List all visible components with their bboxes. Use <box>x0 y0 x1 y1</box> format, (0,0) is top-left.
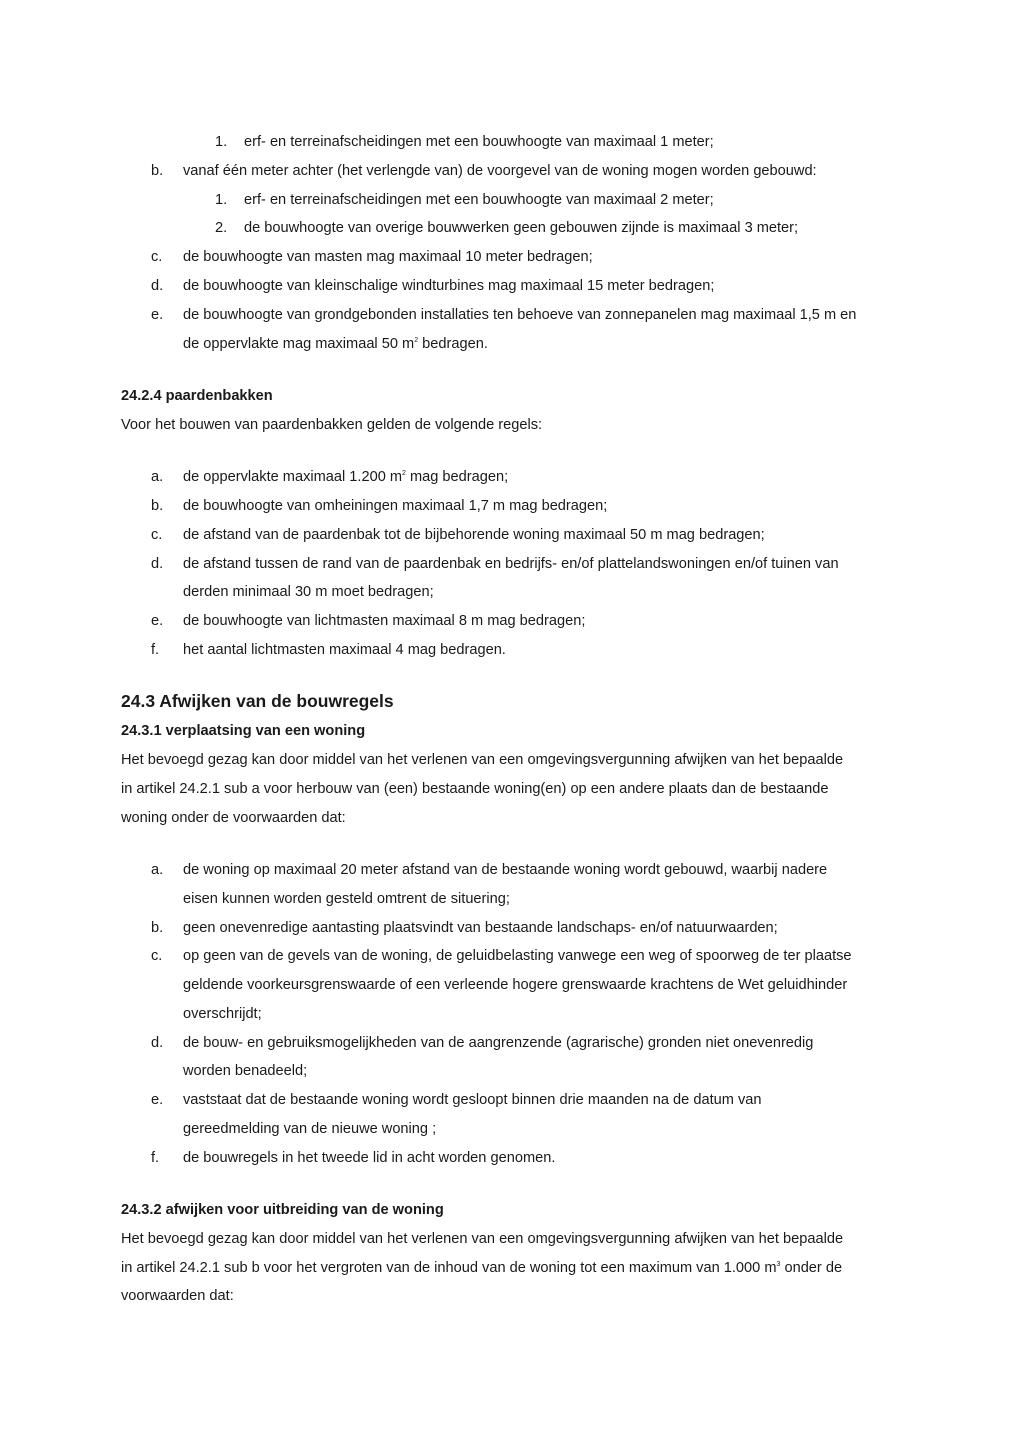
list-marker: d. <box>151 278 164 294</box>
list-text: de oppervlakte maximaal 1.200 $m^2$ mag bedragen; <box>183 469 509 485</box>
paragraph-line: voorwaarden dat: <box>121 1288 234 1304</box>
paragraph-line: woning onder de voorwaarden dat: <box>121 810 346 826</box>
list-marker: e. <box>151 307 164 323</box>
paragraph-line: Het bevoegd gezag kan door middel van het verlenen van een omgevingsvergunning afwijken van het bepaalde <box>121 752 844 768</box>
paragraph-line: Het bevoegd gezag kan door middel van het verlenen van een omgevingsvergunning afwijken van het bepaalde <box>121 1231 844 1247</box>
list-marker: a. <box>151 469 164 485</box>
list-marker: d. <box>151 556 164 572</box>
list-text: de bouwhoogte van overige bouwwerken geen gebouwen zijnde is maximaal 3 meter; <box>244 220 799 236</box>
list-text: de bouwhoogte van lichtmasten maximaal 8 m mag bedragen; <box>183 613 586 629</box>
list-text: de bouwhoogte van kleinschalige windturbines mag maximaal 15 meter bedragen; <box>183 278 715 294</box>
list-text: de afstand tussen de rand van de paardenbak en bedrijfs- en/of plattelandswoningen en/of tuinen van <box>183 556 839 572</box>
list-text: de bouwhoogte van grondgebonden installaties ten behoeve van zonnepanelen mag maximaal 1,5 m en <box>183 307 857 323</box>
list-text: erf- en terreinafscheidingen met een bouwhoogte van maximaal 2 meter; <box>244 192 714 208</box>
list-marker: 2. <box>215 220 228 236</box>
list-item-continuation: gereedmelding van de nieuwe woning ; <box>183 1121 437 1137</box>
list-marker: a. <box>151 862 164 878</box>
list-item-continuation: worden benadeeld; <box>183 1063 308 1079</box>
list-item-continuation: overschrijdt; <box>183 1006 262 1022</box>
list-marker: c. <box>151 249 163 265</box>
section-heading: 24.3.2 afwijken voor uitbreiding van de woning <box>121 1202 444 1218</box>
list-marker: b. <box>151 498 164 514</box>
paragraph: Voor het bouwen van paardenbakken gelden de volgende regels: <box>121 417 543 433</box>
list-text: het aantal lichtmasten maximaal 4 mag bedragen. <box>183 642 506 658</box>
list-text: de bouw- en gebruiksmogelijkheden van de aangrenzende (agrarische) gronden niet onevenredig <box>183 1035 814 1051</box>
list-marker: c. <box>151 948 163 964</box>
list-marker: f. <box>151 642 160 658</box>
list-marker: e. <box>151 1092 164 1108</box>
list-marker: b. <box>151 920 164 936</box>
list-item-continuation: de oppervlakte mag maximaal 50 $m^2$ bedragen. <box>183 336 488 352</box>
list-marker: f. <box>151 1150 160 1166</box>
list-item-continuation: geldende voorkeursgrenswaarde of een verleende hogere grenswaarde krachtens de Wet geluidhinder <box>183 977 848 993</box>
list-item-continuation: eisen kunnen worden gesteld omtrent de situering; <box>183 891 510 907</box>
list-marker: e. <box>151 613 164 629</box>
list-text: de bouwregels in het tweede lid in acht worden genomen. <box>183 1150 556 1166</box>
paragraph-line: in artikel 24.2.1 sub a voor herbouw van (een) bestaande woning(en) op een andere plaats dan de bestaande <box>121 781 829 797</box>
list-marker: 1. <box>215 134 228 150</box>
paragraph-line: in artikel 24.2.1 sub b voor het vergroten van de inhoud van de woning tot een maximum van 1.000 $m^3$ onder de <box>121 1260 843 1276</box>
list-text: erf- en terreinafscheidingen met een bouwhoogte van maximaal 1 meter; <box>244 134 714 150</box>
list-marker: b. <box>151 163 164 179</box>
section-heading: 24.3.1 verplaatsing van een woning <box>121 723 366 739</box>
list-text: vaststaat dat de bestaande woning wordt gesloopt binnen drie maanden na de datum van <box>183 1092 762 1108</box>
list-text: de afstand van de paardenbak tot de bijbehorende woning maximaal 50 m mag bedragen; <box>183 527 765 543</box>
list-text: op geen van de gevels van de woning, de geluidbelasting vanwege een weg of spoorweg de ter plaatse <box>183 948 852 964</box>
list-text: de woning op maximaal 20 meter afstand van de bestaande woning wordt gebouwd, waarbij nadere <box>183 862 828 878</box>
list-text: vanaf één meter achter (het verlengde van) de voorgevel van de woning mogen worden gebouwd: <box>183 163 817 179</box>
list-text: de bouwhoogte van omheiningen maximaal 1,7 m mag bedragen; <box>183 498 608 514</box>
list-text: de bouwhoogte van masten mag maximaal 10 meter bedragen; <box>183 249 593 265</box>
chapter-heading: 24.3 Afwijken van de bouwregels <box>121 691 394 711</box>
section-heading: 24.2.4 paardenbakken <box>121 388 273 404</box>
list-marker: c. <box>151 527 163 543</box>
list-marker: d. <box>151 1035 164 1051</box>
list-item-continuation: derden minimaal 30 m moet bedragen; <box>183 584 434 600</box>
list-marker: 1. <box>215 192 228 208</box>
list-text: geen onevenredige aantasting plaatsvindt van bestaande landschaps- en/of natuurwaarden; <box>183 920 778 936</box>
